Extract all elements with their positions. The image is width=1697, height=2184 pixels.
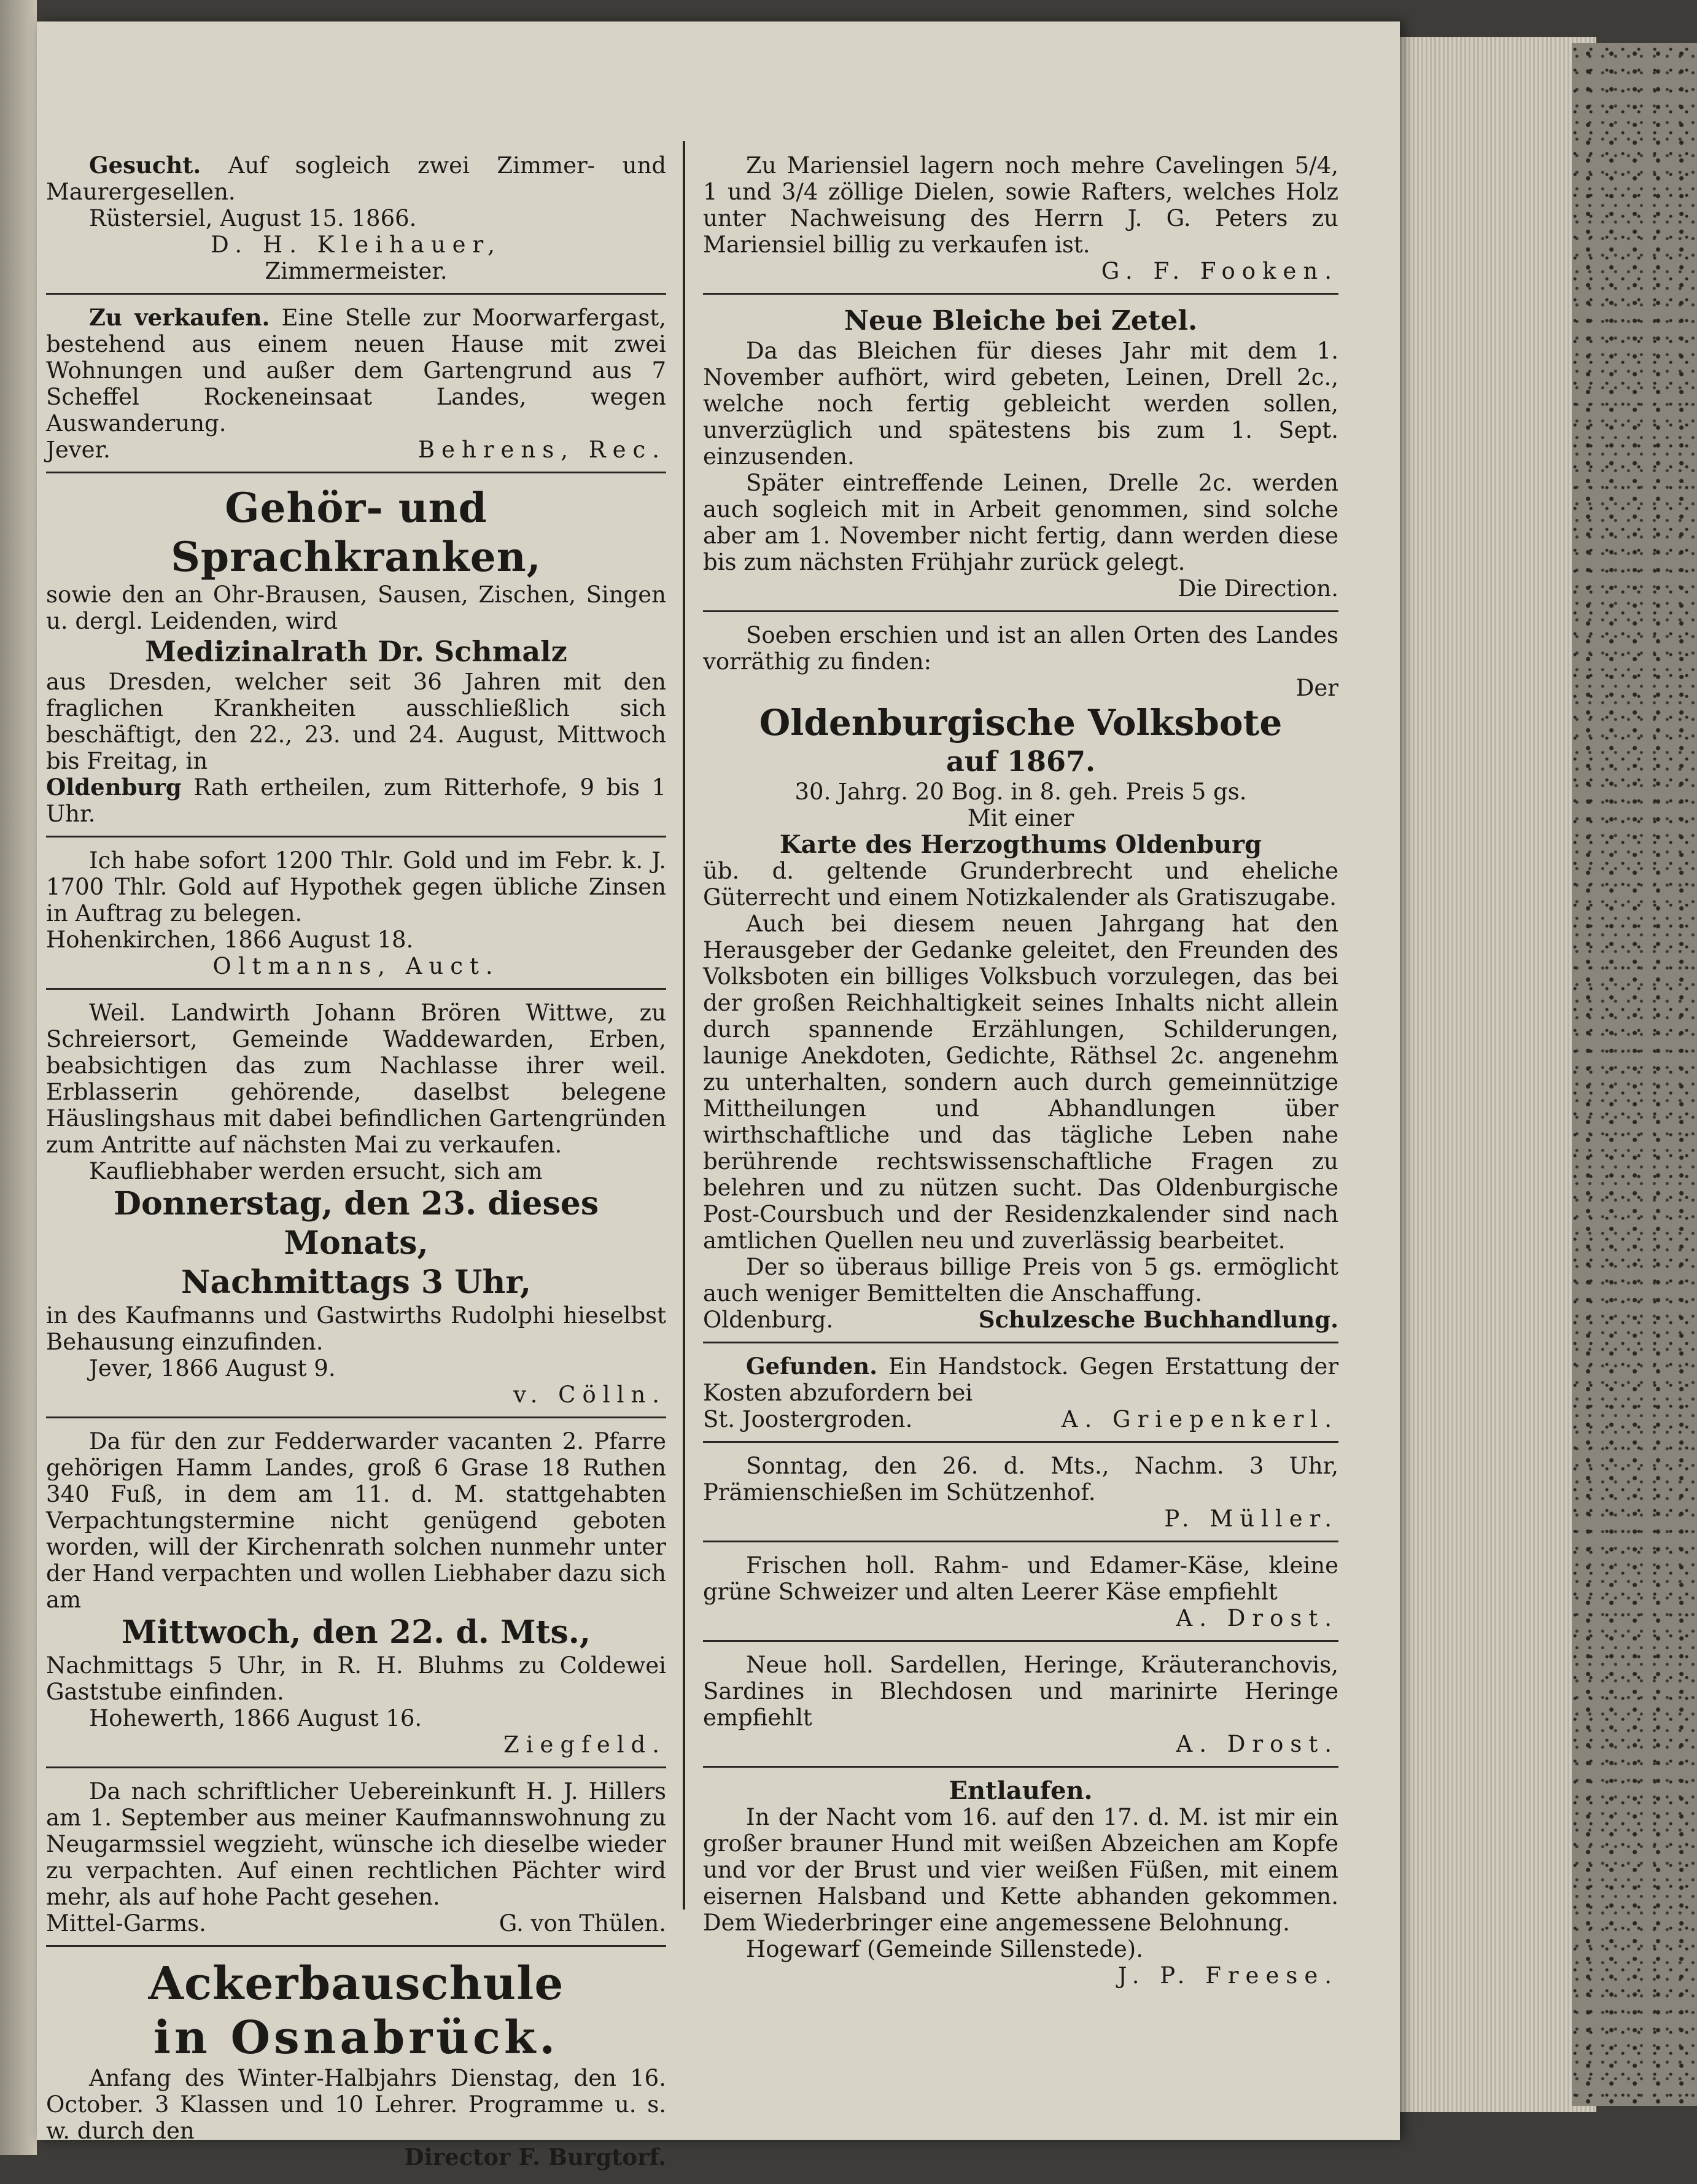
ad-praemienschiessen xyxy=(703,1448,1338,1542)
ad-broeren-verkauf xyxy=(46,995,666,1418)
ad-signature: A. Drost. xyxy=(1176,1731,1338,1757)
ad-text: Ich habe sofort 1200 Thlr. Gold und im Febr. k. J. 1700 Thlr. Gold auf Hypothek gegen übliche Zinsen in Auftrag zu belegen. xyxy=(46,847,666,927)
ad-signature: P. Müller. xyxy=(1164,1506,1338,1532)
ad-title: Gefunden. xyxy=(746,1353,878,1380)
ad-neue-bleiche xyxy=(703,300,1338,612)
ad-signature: Ziegfeld. xyxy=(503,1731,666,1758)
ad-signature: D. H. Kleihauer, xyxy=(211,231,502,258)
ad-text: Sonntag, den 26. d. Mts., Nachm. 3 Uhr, Prämienschießen im Schützenhof. xyxy=(703,1453,1338,1506)
previous-page-edge xyxy=(0,0,37,2155)
ad-text: Später eintreffende Leinen, Drelle 2c. werden auch sogleich mit in Arbeit genommen, sind solche aber am 1. November nicht fertig, dann werden diese bis zum nächsten Frühjahr zurück gelegt. xyxy=(703,470,1338,575)
ad-text: Zu Mariensiel lagern noch mehre Cavelingen 5/4, 1 und 3/4 zöllige Dielen, sowie Rafters, welches Holz unter Nachweisung des Herrn J. G. Peters zu Mariensiel billig zu verkaufen ist. xyxy=(703,152,1338,258)
ad-date-line: Mittwoch, den 22. d. Mts., xyxy=(121,1614,591,1651)
ad-place: St. Joostergroden. xyxy=(703,1406,913,1432)
ad-subheadline: in Osnabrück. xyxy=(153,2011,559,2064)
ad-title: Zu verkaufen. xyxy=(89,304,270,331)
ad-text: Da nach schriftlicher Uebereinkunft H. J. Hillers am 1. September aus meiner Kaufmannswohnung zu Neugarmssiel wegzieht, wünsche ich dieselbe wieder zu verpachten. Auf einen rechtlichen Pächter wird mehr, als auf hohe Pacht gesehen. xyxy=(46,1778,666,1910)
ad-text: Eine Stelle zur Moorwarfergast, bestehend aus einem neuen Hause mit zwei Wohnungen und außer dem Gartengrund aus 7 Scheffel Rockeneinsaat Landes, wegen Auswanderung. xyxy=(46,305,667,437)
ad-hypothek xyxy=(46,842,666,990)
page-stack-edges xyxy=(1400,37,1596,2112)
ad-role: Zimmermeister. xyxy=(265,258,448,284)
ad-text: Frischen holl. Rahm- und Edamer-Käse, kleine grüne Schweizer und alten Leerer Käse empfiehlt xyxy=(703,1552,1338,1605)
ad-details: 30. Jahrg. 20 Bog. in 8. geh. Preis 5 gs. xyxy=(794,779,1247,805)
ad-headline: Neue Bleiche bei Zetel. xyxy=(844,305,1198,336)
ad-text: üb. d. geltende Grunderbrecht und eheliche Güterrecht und einem Notizkalender als Gratiszugabe. xyxy=(703,858,1338,911)
ad-book-title: Oldenburgische Volksbote xyxy=(759,702,1283,744)
ad-text: Auch bei diesem neuen Jahrgang hat den Herausgeber der Gedanke geleitet, den Freunden des Volksboten ein billiges Volksbuch vorzulegen, das bei der großen Reichhaltigkeit seines Inhalts nicht allein durch spannende Erzählungen, Schilderungen, launige Anekdoten, Gedichte, Räthsel 2c. angenehm zu unterhalten, sondern auch durch gemeinnützige Mittheilungen und Abhandlungen über wirthschaftliche und das tägliche Leben nahe berührende rechtswissenschaftliche Fragen zu belehren und zu nützen sucht. Das Oldenburgische Post-Coursbuch und der Residenzkalender sind nach amtlichen Quellen neu und zuverlässig bearbeitet. xyxy=(703,911,1338,1254)
ad-title: Entlaufen. xyxy=(949,1776,1093,1805)
ad-kaufmannswohnung xyxy=(46,1773,666,1947)
ad-place: Mittel-Garms. xyxy=(46,1910,206,1937)
ad-place: Oldenburg. xyxy=(703,1307,834,1333)
right-column xyxy=(703,147,1338,2002)
ad-kaese xyxy=(703,1547,1338,1642)
ad-ackerbauschule xyxy=(46,1952,666,2179)
ad-signature: J. P. Freese. xyxy=(1117,1962,1338,1989)
ad-text: Anfang des Winter-Halbjahrs Dienstag, den 16. October. 3 Klassen und 10 Lehrer. Programme u. s. w. durch den xyxy=(46,2065,666,2144)
ad-doctor-name: Medizinalrath Dr. Schmalz xyxy=(145,635,567,668)
ad-der: Der xyxy=(1295,675,1338,701)
ad-text: Rath ertheilen, zum Ritterhofe, 9 bis 1 Uhr. xyxy=(46,774,666,827)
ad-text: Neue holl. Sardellen, Heringe, Kräuteranchovis, Sardines in Blechdosen und marinirte Heringe empfiehlt xyxy=(703,1652,1338,1731)
ad-sardellen xyxy=(703,1647,1338,1768)
ad-mariensiel-dielen xyxy=(703,147,1338,295)
ad-text: Der so überaus billige Preis von 5 gs. ermöglicht auch weniger Bemittelten die Anschaffung. xyxy=(703,1254,1338,1307)
ad-place-date: Jever, 1866 August 9. xyxy=(89,1355,336,1382)
book-spine xyxy=(1572,43,1697,2106)
ad-place-date: Hohewerth, 1866 August 16. xyxy=(89,1705,422,1731)
ad-zu-verkaufen xyxy=(46,300,666,473)
ad-text: Da für den zur Fedderwarder vacanten 2. Pfarre gehörigen Hamm Landes, groß 6 Grase 18 Ruthen 340 Fuß, in dem am 11. d. M. stattgehabten Verpachtungstermine nicht genügend geboten worden, will der Kirchenrath solchen nunmehr unter der Hand verpachten und wollen Liebhaber dazu sich am xyxy=(46,1428,666,1613)
ad-text: Ein Handstock. Gegen Erstattung der Kosten abzufordern bei xyxy=(703,1353,1339,1406)
ad-publisher: Schulzesche Buchhandlung. xyxy=(978,1306,1338,1333)
ad-time-place: Nachmittags 5 Uhr, in R. H. Bluhms zu Coldewei Gaststube einfinden. xyxy=(46,1652,666,1705)
ad-karte: Karte des Herzogthums Oldenburg xyxy=(779,830,1262,859)
ad-signature: Die Direction. xyxy=(1178,575,1338,602)
ad-text: Auf sogleich zwei Zimmer- und Maurergesellen. xyxy=(46,152,667,205)
ad-signature: Behrens, Rec. xyxy=(417,437,666,463)
ad-gehoer-sprachkranken xyxy=(46,478,666,837)
ad-time-line: Nachmittags 3 Uhr, xyxy=(181,1264,532,1301)
ad-signature: G. F. Fooken. xyxy=(1101,258,1338,284)
left-column xyxy=(46,147,666,2184)
ad-gesucht xyxy=(46,147,666,295)
ad-place-date: Hohenkirchen, 1866 August 18. xyxy=(46,927,414,953)
ad-text: Da das Bleichen für dieses Jahr mit dem 1. November aufhört, wird gebeten, Leinen, Drell 2c., welche noch fertig gebleicht werden sollen, unverzüglich und spätestens bis zum 1. Sept. einzusenden. xyxy=(703,338,1338,470)
ad-entlaufen xyxy=(703,1773,1338,1997)
ad-invite: Kaufliebhaber werden ersucht, sich am xyxy=(89,1158,543,1184)
ad-place: Jever. xyxy=(46,437,111,463)
ad-place: Hogewarf (Gemeinde Sillenstede). xyxy=(746,1936,1143,1962)
ad-signature: A. Griepenkerl. xyxy=(1061,1406,1338,1432)
ad-location: in des Kaufmanns und Gastwirths Rudolphi hieselbst Behausung einzufinden. xyxy=(46,1302,666,1355)
ad-signature: G. von Thülen. xyxy=(499,1910,666,1937)
ad-pfarre-verpachtung xyxy=(46,1423,666,1768)
ad-signature: Director F. Burgtorf. xyxy=(404,2143,666,2170)
ad-city: Oldenburg xyxy=(46,774,182,801)
ad-date-line: Donnerstag, den 23. dieses Monats, xyxy=(113,1185,599,1262)
ad-book-year: auf 1867. xyxy=(946,745,1096,778)
ad-headline: Gehör- und Sprachkranken, xyxy=(171,484,542,581)
ad-mit-einer: Mit einer xyxy=(967,805,1074,831)
ad-headline: Ackerbauschule xyxy=(148,1957,564,2010)
ad-text: aus Dresden, welcher seit 36 Jahren mit den fraglichen Krankheiten ausschließlich sich beschäftigt, den 22., 23. und 24. August, Mittwoch bis Freitag, in xyxy=(46,669,666,774)
ad-title: Gesucht. xyxy=(89,152,201,179)
ad-intro: Soeben erschien und ist an allen Orten des Landes vorräthig zu finden: xyxy=(703,622,1338,675)
ad-signature: Oltmanns, Auct. xyxy=(212,953,500,979)
ad-text: Weil. Landwirth Johann Brören Wittwe, zu Schreiersort, Gemeinde Waddewarden, Erben, beabsichtigen das zum Nachlasse ihrer weil. Erblasserin gehörende, daselbst belegene Häuslingshaus mit dabei befindlichen Gartengründen zum Antritte auf nächsten Mai zu verkaufen. xyxy=(46,1000,666,1158)
ad-gefunden xyxy=(703,1348,1338,1443)
column-divider xyxy=(683,141,685,1910)
ad-text: sowie den an Ohr-Brausen, Sausen, Zischen, Singen u. dergl. Leidenden, wird xyxy=(46,581,666,634)
ad-signature: v. Cölln. xyxy=(513,1382,666,1408)
ad-place-date: Rüstersiel, August 15. 1866. xyxy=(89,205,417,231)
ad-signature: A. Drost. xyxy=(1176,1605,1338,1631)
ad-text: In der Nacht vom 16. auf den 17. d. M. ist mir ein großer brauner Hund mit weißen Abzeichen am Kopfe und vor der Brust und vier weißen Füßen, mit einem eisernen Halsband und Kette abhanden gekommen. Dem Wiederbringer eine angemessene Belohnung. xyxy=(703,1804,1338,1936)
ad-volksbote xyxy=(703,617,1338,1343)
